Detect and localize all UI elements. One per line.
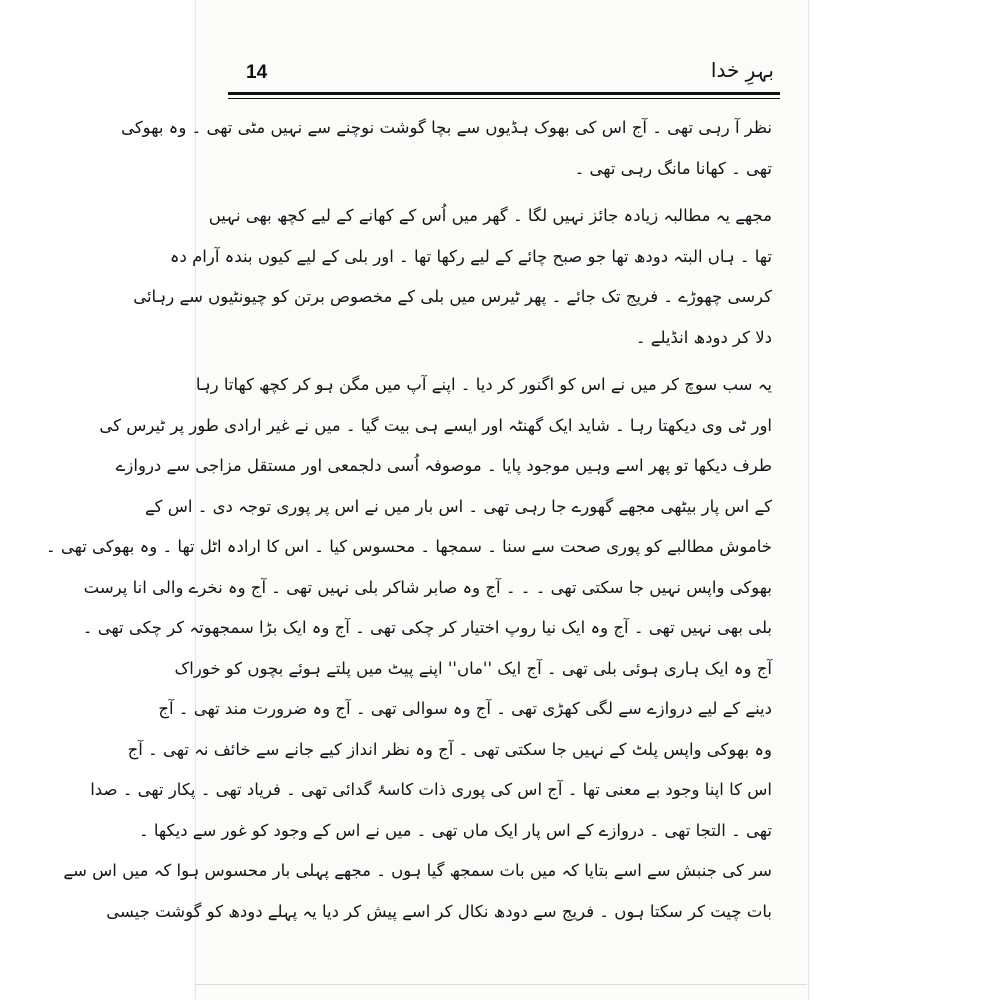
running-title: بہرِ خدا — [710, 58, 774, 82]
text-line: نظر آ رہی تھی ۔ آج اس کی بھوک ہڈیوں سے بچا گوشت نوچنے سے نہیں مٹی تھی ۔ وہ بھوکی — [121, 118, 772, 137]
body-text — [45, 108, 772, 932]
text-line: طرف دیکھا تو پھر اسے وہیں موجود پایا ۔ موصوفہ اُسی دلجمعی اور مستقل مزاجی سے دروازے — [115, 456, 772, 475]
text-line: خاموش مطالبے کو پوری صحت سے سنا ۔ سمجھا ۔ محسوس کیا ۔ اس کا ارادہ اٹل تھا ۔ وہ بھوکی تھی ۔ — [45, 537, 772, 556]
text-line: مجھے یہ مطالبہ زیادہ جائز نہیں لگا ۔ گھر میں اُس کے کھانے کے لیے کچھ بھی نہیں — [208, 206, 772, 225]
text-line: یہ سب سوچ کر میں نے اس کو اگنور کر دیا ۔ اپنے آپ میں مگن ہو کر کچھ کھاتا رہا — [195, 375, 772, 394]
text-line: بھوکی واپس نہیں جا سکتی تھی ۔ ۔ ۔ آج وہ صابر شاکر بلی نہیں تھی ۔ آج وہ نخرے والی انا پرست — [83, 577, 772, 597]
text-line: تھی ۔ کھانا مانگ رہی تھی ۔ — [574, 158, 772, 178]
page-number: 14 — [246, 62, 268, 83]
page-header — [228, 58, 780, 88]
text-line: کے اس پار بیٹھی مجھے گھورے جا رہی تھی ۔ اس بار میں نے اس پر پوری توجہ دی ۔ اس کے — [144, 496, 772, 516]
header-rule-thick — [228, 92, 780, 95]
text-line: آج وہ ایک ہاری ہوئی بلی تھی ۔ آج ایک ''ماں'' اپنے پیٹ میں پلتے ہوئے بچوں کو خوراک — [174, 658, 772, 678]
text-line: سر کی جنبش سے اسے بتایا کہ میں بات سمجھ گیا ہوں ۔ مجھے پہلی بار محسوس ہوا کہ میں اس سے — [63, 861, 772, 880]
text-line: کرسی چھوڑے ۔ فریج تک جائے ۔ پھر ٹیرس میں بلی کے مخصوص برتن کو چیونٹیوں سے رہائی — [133, 287, 772, 306]
text-line: وہ بھوکی واپس پلٹ کے نہیں جا سکتی تھی ۔ آج وہ نظر انداز کیے جانے سے خائف نہ تھی ۔ آج — [127, 739, 772, 759]
text-line: اور ٹی وی دیکھتا رہا ۔ شاید ایک گھنٹہ اور ایسے ہی بیت گیا ۔ میں نے غیر ارادی طور پر ٹیرس کی — [99, 415, 772, 435]
text-line: دینے کے لیے دروازے سے لگی کھڑی تھی ۔ آج وہ سوالی تھی ۔ آج وہ ضرورت مند تھی ۔ آج — [158, 699, 772, 718]
text-line: دلا کر دودھ انڈیلے ۔ — [635, 327, 772, 347]
text-line: بلی بھی نہیں تھی ۔ آج وہ ایک نیا روپ اختیار کر چکی تھی ۔ آج وہ ایک بڑا سمجھوتہ کر چکی تھی ۔ — [82, 618, 772, 637]
text-line: بات چیت کر سکتا ہوں ۔ فریج سے دودھ نکال کر اسے پیش کر دیا یہ پہلے دودھ کو گوشت جیسی — [106, 901, 772, 921]
text-line: اس کا اپنا وجود بے معنی تھا ۔ آج اس کی پوری ذات کاسۂ گدائی تھی ۔ فریاد تھی ۔ پکار تھی ۔ صدا — [90, 780, 772, 799]
page-bottom-edge — [195, 984, 807, 985]
text-line: تھا ۔ ہاں البتہ دودھ تھا جو صبح چائے کے لیے رکھا تھا ۔ اور بلی کے لیے کیوں بندہ آرام دہ — [169, 246, 772, 266]
header-rule-thin — [228, 98, 780, 99]
text-line: تھی ۔ التجا تھی ۔ دروازے کے اس پار ایک ماں تھی ۔ میں نے اس کے وجود کو غور سے دیکھا ۔ — [138, 820, 772, 840]
